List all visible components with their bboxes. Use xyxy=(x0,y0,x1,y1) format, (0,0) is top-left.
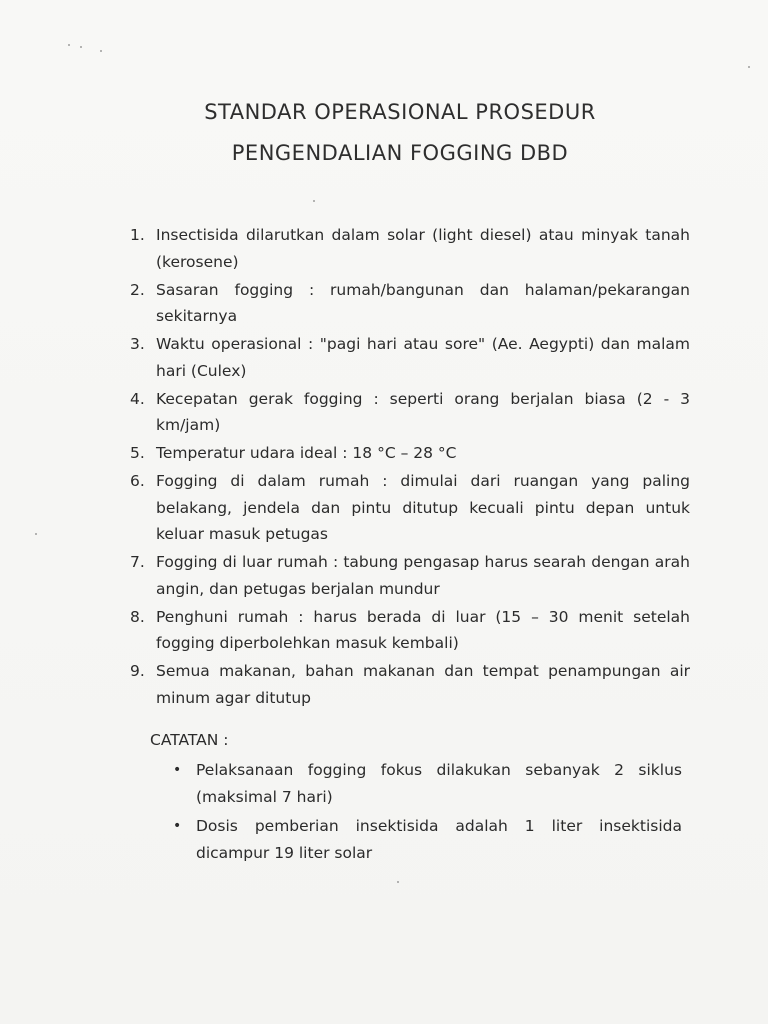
list-item-number: 1. xyxy=(130,226,145,244)
scan-speck xyxy=(100,50,102,52)
list-item-number: 2. xyxy=(130,280,145,299)
list-item-text: Waktu operasional : "pagi hari atau sore" (Ae. Aegypti) dan malam hari (Culex) xyxy=(156,335,690,380)
list-item-text: Penghuni rumah : harus berada di luar (15 – 30 menit setelah fogging diperbolehkan masuk kembali) xyxy=(156,607,690,652)
notes-heading: CATATAN : xyxy=(150,731,229,749)
list-item xyxy=(130,331,690,384)
list-item xyxy=(130,440,690,467)
procedure-list xyxy=(130,222,690,713)
list-item-text: Semua makanan, bahan makanan dan tempat penampungan air minum agar ditutup xyxy=(156,662,690,707)
scan-speck xyxy=(68,44,70,46)
list-item xyxy=(130,549,690,602)
list-item xyxy=(130,386,690,439)
list-item xyxy=(130,277,690,330)
scan-speck xyxy=(397,881,399,883)
note-item xyxy=(170,813,682,866)
list-item-text: Insectisida dilarutkan dalam solar (light diesel) atau minyak tanah (kerosene) xyxy=(156,226,690,271)
list-item-number: 3. xyxy=(130,335,145,353)
list-item-number: 6. xyxy=(130,472,145,490)
scan-speck xyxy=(80,46,82,48)
list-item-number: 9. xyxy=(130,662,145,680)
list-item-text: Fogging di luar rumah : tabung pengasap harus searah dengan arah angin, dan petugas berjalan mundur xyxy=(156,553,690,598)
note-text: Dosis pemberian insektisida adalah 1 liter insektisida dicampur 19 liter solar xyxy=(196,817,682,862)
scan-speck xyxy=(748,66,750,68)
list-item-text: Sasaran fogging : rumah/bangunan dan halaman/pekarangan sekitarnya xyxy=(156,280,690,325)
list-item-text: Fogging di dalam rumah : dimulai dari ruangan yang paling belakang, jendela dan pintu ditutup kecuali pintu depan untuk keluar masuk petugas xyxy=(156,472,690,543)
scan-speck xyxy=(313,200,315,202)
list-item xyxy=(130,222,690,275)
list-item xyxy=(130,658,690,711)
list-item xyxy=(130,468,690,548)
list-item-text: Kecepatan gerak fogging : seperti orang berjalan biasa (2 - 3 km/jam) xyxy=(156,389,690,434)
list-item-number: 7. xyxy=(130,553,145,571)
note-text: Pelaksanaan fogging fokus dilakukan sebanyak 2 siklus (maksimal 7 hari) xyxy=(196,761,682,806)
list-item-number: 5. xyxy=(130,444,145,462)
list-item-number: 8. xyxy=(130,607,145,626)
list-item-number: 4. xyxy=(130,389,145,408)
scan-speck xyxy=(35,533,37,535)
note-item xyxy=(170,757,682,810)
document-title-line-2: PENGENDALIAN FOGGING DBD xyxy=(231,141,569,165)
notes-list xyxy=(170,757,682,869)
list-item xyxy=(130,604,690,657)
document-title-line-1: STANDAR OPERASIONAL PROSEDUR xyxy=(204,100,596,124)
bullet-icon: • xyxy=(173,818,182,834)
list-item-text: Temperatur udara ideal : 18 °C – 28 °C xyxy=(156,444,457,462)
bullet-icon: • xyxy=(173,762,182,778)
